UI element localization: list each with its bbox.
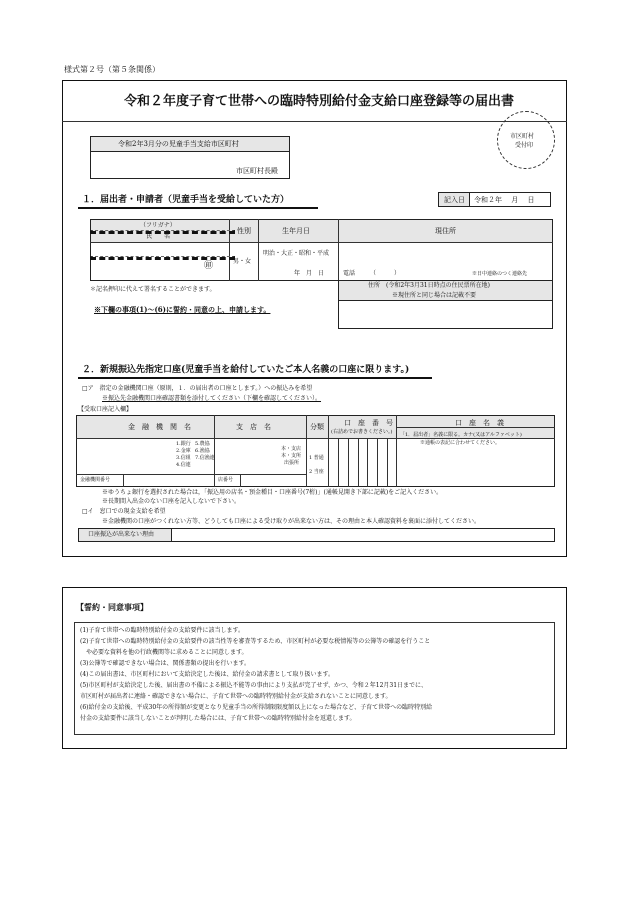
era-options[interactable]: 明治・大正・昭和・平成 [263, 250, 330, 257]
gender-label: 性別 [237, 227, 251, 235]
pledge-item-5-cont: 市区町村が届出者に連絡・確認できない場合に、子育て世帯への臨時特別給付金が支給されないことに同意します。 [80, 693, 392, 700]
addressee-header-text: 令和2年3月分の児童手当支給市区町村 [118, 140, 239, 148]
furigana-label: （フリガナ） [140, 222, 176, 229]
form-title: 令和２年度子育て世帯への臨時特別給付金支給口座登録等の届出書 [124, 94, 515, 109]
pledge-item-2: (2)子育て世帯への臨時特別給付金の支給要件の該当性等を審査等するため、市区町村が必要な税情報等の公簿等の確認を行うこと [80, 638, 431, 645]
previous-address-field[interactable] [338, 300, 553, 329]
pledge-item-6-cont: 付金の支給要件に該当しないことが判明した場合には、子育て世帯への臨時特別給付金を返還します。 [80, 715, 356, 722]
branch-type-3[interactable]: 出張所 [284, 460, 300, 466]
branch-header: 支 店 名 [236, 423, 271, 431]
entry-date-label: 記入日 [444, 196, 465, 204]
account-number-subheader: (右詰めでお書きください。) [331, 429, 393, 435]
reception-stamp-circle [497, 111, 555, 169]
stamp-label-2: 受付印 [515, 142, 534, 149]
name-label: 氏 名 [146, 233, 171, 240]
account-table-vline-2 [306, 415, 307, 487]
gender-options[interactable]: 男・女 [233, 258, 252, 265]
birthdate-ymd[interactable]: 年 月 日 [294, 270, 325, 277]
branch-type-1[interactable]: 本・支店 [281, 446, 302, 452]
branch-name-input[interactable] [215, 439, 275, 474]
pledge-statement: ※下欄の事項(1)～(6)に誓約・同意の上、申請します。 [94, 305, 271, 314]
account-name-header: 口 座 名 義 [455, 419, 504, 427]
addressee-footer: 市区町村長殿 [236, 167, 278, 175]
option-i[interactable]: □イ 窓口での現金支給を希望 [82, 508, 166, 515]
phone-note: ※日中連絡のつく連絡先 [472, 271, 528, 277]
option-a[interactable]: □ア 指定の金融機関口座（原則，１．の届出者の口座とします。）への振込みを希望 [82, 385, 313, 392]
type-header: 分類 [310, 423, 324, 431]
account-type-1[interactable]: 1 普通 [309, 455, 324, 461]
account-name-note-1: 「1．届出者」名義に限る。カナ(又はアルファベット) [400, 432, 522, 438]
entry-date-value: 令和２年 月 日 [474, 196, 535, 204]
form-number: 様式第２号（第５条関係） [64, 65, 160, 74]
section2-underline [78, 377, 432, 379]
seal-mark: ㊞ [204, 261, 214, 271]
option-a-note: ※振込先金融機関口座確認書類を添付してください（下欄を確認してください）。 [102, 395, 322, 402]
stamp-label-1: 市区町村 [510, 133, 535, 140]
section1-underline [78, 207, 318, 209]
bank-type-4[interactable]: 4.信連 [176, 462, 191, 468]
pledge-item-2-cont: や必要な資料を他の行政機関等に求めることに同意します。 [80, 649, 248, 656]
previous-address-line1: 住所 (令和2年3月31日時点の住民票所在地) [368, 282, 490, 289]
account-name-input[interactable] [397, 448, 554, 486]
reason-label: 口座振込が出来ない理由 [88, 531, 155, 538]
bank-name-input[interactable] [77, 439, 173, 474]
pledge-item-5: (5)市区町村が支給決定した後、届出書の不備による振込不能等の事由により支払が完了せず、かつ、令和２年12月31日までに、 [80, 682, 428, 689]
signature-note: ＊記名押印に代えて署名することができます。 [90, 286, 216, 293]
long-term-note: ※長期間入出金のない口座を記入しないで下さい。 [102, 498, 241, 505]
pledge-section-heading: 【誓約・同意事項】 [76, 602, 148, 612]
account-name-note-2: ※通帳の表記に合わせてください。 [420, 440, 501, 446]
birthdate-label: 生年月日 [282, 227, 310, 235]
section2-heading: ２．新規振込先指定口座(児童手当を給付していたご本人名義の口座に限ります。) [82, 365, 410, 375]
bank-name-header: 金 融 機 関 名 [128, 423, 191, 431]
account-table-label: 【受取口座記入欄】 [78, 406, 133, 413]
title-divider [62, 121, 567, 122]
account-name-header-line [396, 427, 555, 428]
bank-code-input[interactable] [124, 475, 213, 486]
applicant-table-vline-3 [338, 219, 339, 281]
address-label: 現住所 [435, 227, 456, 235]
previous-address-line2: ※現住所と同じ場合は記載不要 [392, 292, 477, 299]
phone-field[interactable]: 電話 （ ） [343, 270, 401, 277]
name-row-divider [90, 256, 235, 260]
bank-type-6[interactable]: 6.漁協 [195, 448, 210, 454]
bank-type-7[interactable]: 7.信漁連 [195, 455, 215, 461]
branch-code-input[interactable] [241, 475, 305, 486]
applicant-table-vline-1 [229, 219, 230, 281]
applicant-table-vline-2 [258, 219, 259, 281]
option-i-note: ※金融機関の口座がつくれない方等、どうしても口座による受け取りが出来ない方は、その理由と本人確認資料を裏面に添付してください。 [102, 518, 481, 525]
yucho-note: ※ゆうちょ銀行を選択された場合は，「振込用の店名・預金種目・口座番号(7桁)」(通帳見開き下部に記載)をご記入ください。 [102, 489, 443, 496]
account-number-header: 口 座 番 号 [344, 419, 393, 427]
bank-type-3[interactable]: 3.信組 [176, 455, 191, 461]
bank-code-label: 金融機関番号 [80, 477, 111, 483]
pledge-item-1: (1)子育て世帯への臨時特別給付金の支給要件に該当します。 [80, 627, 245, 634]
branch-code-label: 店番号 [218, 477, 234, 483]
section1-heading: １．届出者・申請者（児童手当を受給していた方） [82, 195, 290, 205]
account-type-2[interactable]: 2 当座 [309, 469, 324, 475]
bank-type-2[interactable]: 2.金庫 [176, 448, 191, 454]
pledge-item-3: (3)公簿等で確認できない場合は、関係書類の提出を行います。 [80, 660, 251, 667]
bank-type-1[interactable]: 1.銀行 [176, 441, 191, 447]
account-number-input[interactable] [329, 439, 395, 486]
pledge-item-6: (6)給付金の支給後、平成30年の所得額が変更となり児童手当の所得制限限度額以上になった場合など、子育て世帯への臨時特別給 [80, 704, 433, 711]
bank-type-5[interactable]: 5.農協 [195, 441, 210, 447]
reason-field[interactable] [171, 528, 555, 542]
branch-type-2[interactable]: 本・支所 [281, 453, 302, 459]
pledge-item-4: (4)この届出書は、市区町村において支給決定した後は、給付金の請求書として取り扱います。 [80, 671, 335, 678]
